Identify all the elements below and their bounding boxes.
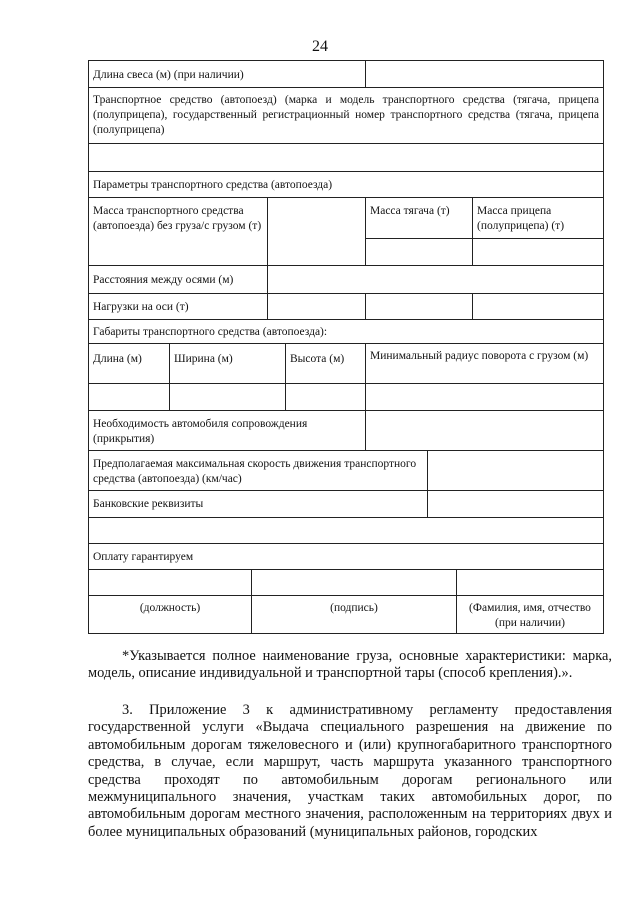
position-label: (должность) <box>139 602 201 614</box>
mass-divider <box>365 238 603 239</box>
fullname-label: (Фамилия, имя, отчество (при наличии) <box>456 596 603 633</box>
bank-row <box>88 491 604 518</box>
signature-labels-row <box>88 596 604 634</box>
width-label: Ширина (м) <box>169 344 285 383</box>
vehicle-value-row[interactable] <box>88 144 604 172</box>
escort-value-cell[interactable] <box>365 411 603 450</box>
mass-label: Масса транспортного средства (автопоезда) без груза/с грузом (т) <box>93 205 262 232</box>
tractor-mass-label: Масса тягача (т) <box>365 198 472 265</box>
speed-label: Предполагаемая максимальная скорость движения транспортного средства (автопоезда) (км/час) <box>93 458 417 485</box>
params-label: Параметры транспортного средства (автопоезда) <box>93 179 333 191</box>
escort-row <box>88 411 604 451</box>
bank-value-row[interactable] <box>88 518 604 544</box>
dimensions-label: Габариты транспортного средства (автопоезда): <box>93 326 328 338</box>
footnote: *Указывается полное наименование груза, основные характеристики: марка, модель, описание индивидуальной и транспортной тары (способ крепления).». <box>88 648 612 682</box>
vehicle-form-table <box>88 60 604 634</box>
height-value[interactable] <box>285 384 365 410</box>
axle-load-value-3[interactable] <box>472 294 603 319</box>
payment-row <box>88 544 604 570</box>
axle-distance-value-cell[interactable] <box>267 266 603 293</box>
length-label: Длина (м) <box>93 353 142 365</box>
position-value[interactable] <box>89 570 251 595</box>
length-value[interactable] <box>89 384 169 410</box>
axle-load-row <box>88 294 604 320</box>
trailer-mass-label: Масса прицепа (полуприцепа) (т) <box>472 198 603 265</box>
axle-distance-row <box>88 266 604 294</box>
speed-row <box>88 451 604 491</box>
width-value[interactable] <box>169 384 285 410</box>
axle-load-label: Нагрузки на оси (т) <box>93 301 189 313</box>
overhang-row <box>88 60 604 88</box>
signature-label: (подпись) <box>251 596 456 633</box>
bank-value-cell[interactable] <box>427 491 603 517</box>
mass-value-cell[interactable] <box>267 198 365 265</box>
axle-load-value-2[interactable] <box>365 294 472 319</box>
signature-value[interactable] <box>251 570 456 595</box>
vehicle-label: Транспортное средство (автопоезд) (марка и модель транспортного средства (тягача, прицепа (полуприцепа), государственный регистрационный номер транспортного средства (тягача, прицепа (полуприцепа) <box>93 94 599 136</box>
overhang-value-cell[interactable] <box>365 61 603 87</box>
axle-distance-label: Расстояния между осями (м) <box>93 274 234 286</box>
dimensions-headers-row <box>88 344 604 384</box>
mass-row <box>88 198 604 266</box>
fullname-value[interactable] <box>456 570 603 595</box>
paragraph-3: 3. Приложение 3 к административному регламенту предоставления государственной услуги «Выдача специального разрешения на движение по автомобильным дорогам тяжеловесного и (или) крупногабаритного транспортного средства, в случае, если маршрут, часть маршрута указанного транспортного средства проходят по автомобильным дорогам регионального или межмуниципального значения, участкам таких автомобильных дорог, по автомобильным дорогам местного значения, расположенным на территориях двух и более муниципальных образований (муниципальных районов, городских <box>88 702 612 840</box>
dimensions-row <box>88 320 604 344</box>
radius-value[interactable] <box>365 384 603 410</box>
bank-label: Банковские реквизиты <box>93 498 204 510</box>
height-label: Высота (м) <box>285 344 365 383</box>
radius-label: Минимальный радиус поворота с грузом (м) <box>365 344 603 383</box>
speed-value-cell[interactable] <box>427 451 603 490</box>
params-row <box>88 172 604 198</box>
page-number: 24 <box>312 38 328 55</box>
vehicle-row <box>88 88 604 144</box>
escort-label: Необходимость автомобиля сопровождения (прикрытия) <box>93 418 308 445</box>
payment-label: Оплату гарантируем <box>93 551 194 563</box>
signature-values-row <box>88 570 604 596</box>
dimensions-values-row <box>88 384 604 411</box>
overhang-label: Длина свеса (м) (при наличии) <box>93 69 244 81</box>
axle-load-value-1[interactable] <box>267 294 365 319</box>
